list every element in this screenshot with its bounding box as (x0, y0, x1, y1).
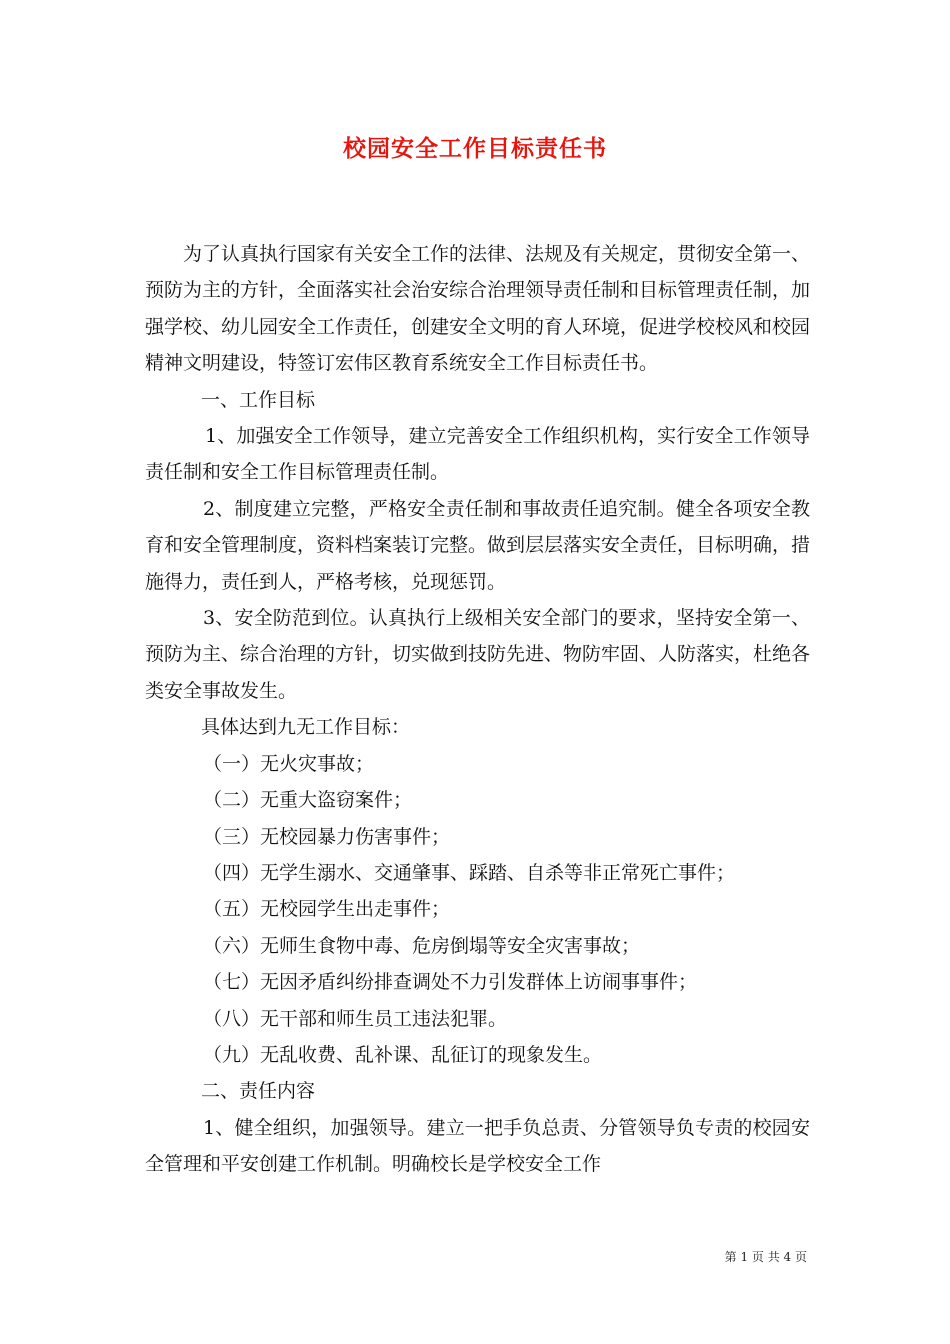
goals-intro: 具体达到九无工作目标： (201, 716, 411, 739)
goal-item: （一）无火灾事故； (203, 752, 375, 775)
responsibility-paragraph-1: 1、健全组织，加强领导。建立一把手负总责、分管领导负专责的校园安全管理和平安创建工作机制。明确校长是学校安全工作 (145, 1116, 810, 1176)
document-body (145, 236, 810, 1183)
goal-paragraph-1: 1、加强安全工作领导，建立完善安全工作组织机构，实行安全工作领导责任制和安全工作目标管理责任制。 (145, 425, 810, 484)
goal-item: （八）无干部和师生员工违法犯罪。 (203, 1007, 508, 1030)
goal-item: （九）无乱收费、乱补课、乱征订的现象发生。 (203, 1043, 603, 1066)
goal-item: （六）无师生食物中毒、危房倒塌等安全灾害事故； (203, 934, 641, 957)
goal-item: （二）无重大盗窃案件； (203, 789, 413, 812)
goal-item: （五）无校园学生出走事件； (203, 898, 451, 921)
page-number: 第 1 页 共 4 页 (724, 1250, 807, 1264)
goal-paragraph-2: 2、制度建立完整，严格安全责任制和事故责任追究制。健全各项安全教育和安全管理制度，资料档案装订完整。做到层层落实安全责任，目标明确，措施得力，责任到人，严格考核，兑现惩罚。 (145, 497, 811, 593)
goal-item: （三）无校园暴力伤害事件； (203, 825, 451, 848)
goal-paragraph-3: 3、安全防范到位。认真执行上级相关安全部门的要求，坚持安全第一、预防为主、综合治理的方针，切实做到技防先进、物防牢固、人防落实，杜绝各类安全事故发生。 (145, 607, 811, 702)
goal-item: （四）无学生溺水、交通肇事、踩踏、自杀等非正常死亡事件； (203, 861, 736, 884)
document-title: 校园安全工作目标责任书 (343, 135, 607, 162)
goal-item: （七）无因矛盾纠纷排查调处不力引发群体上访闹事事件； (203, 971, 698, 994)
section-heading-responsibilities: 二、责任内容 (201, 1080, 316, 1103)
intro-paragraph: 为了认真执行国家有关安全工作的法律、法规及有关规定，贯彻安全第一、预防为主的方针，全面落实社会治安综合治理领导责任制和目标管理责任制，加强学校、幼儿园安全工作责任，创建安全文明的育人环境，促进学校校风和校园精神文明建设，特签订宏伟区教育系统安全工作目标责任书。 (145, 243, 811, 375)
section-heading-goals: 一、工作目标 (201, 388, 316, 411)
